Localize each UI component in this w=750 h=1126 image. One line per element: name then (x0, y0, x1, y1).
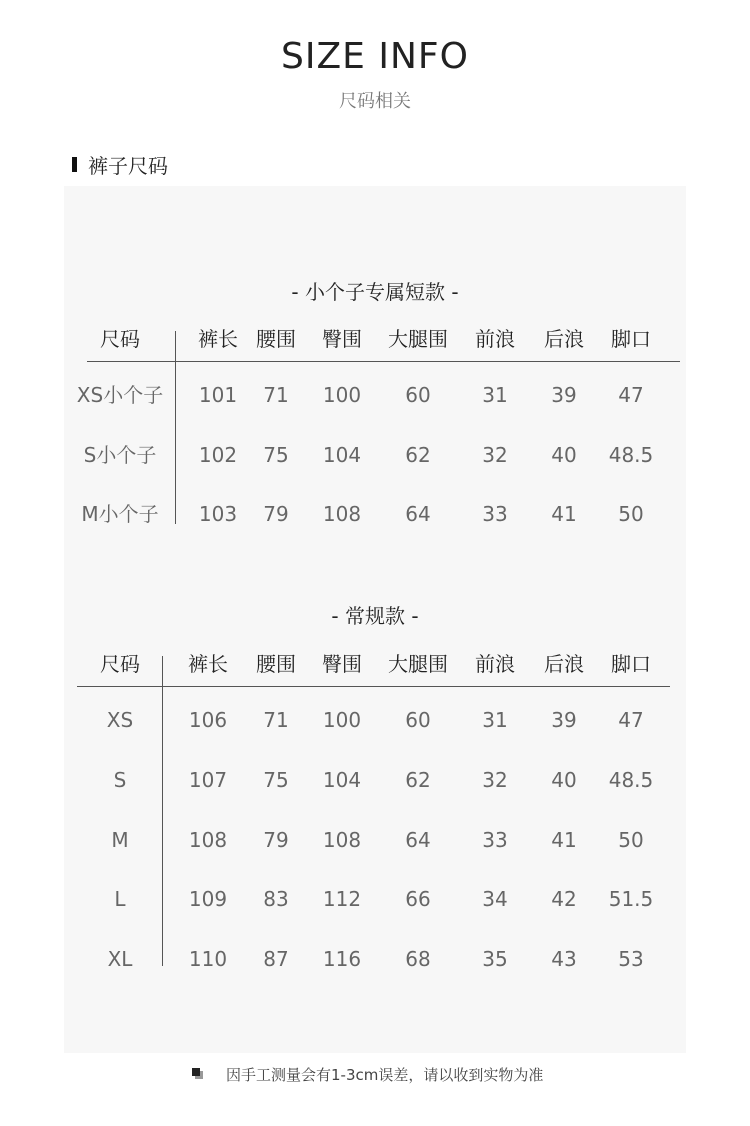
column-header: 尺码 (100, 327, 140, 351)
table-cell: 34 (482, 887, 508, 912)
column-header: 大腿围 (388, 327, 448, 351)
table-title: - 小个子专属短款 - (291, 280, 459, 304)
column-header: 前浪 (475, 327, 515, 351)
table-cell: 64 (405, 827, 431, 852)
table-cell: 39 (551, 383, 577, 407)
table-cell: 48.5 (608, 442, 654, 467)
column-header: 后浪 (544, 652, 584, 676)
table-cell: 32 (482, 767, 508, 792)
table-cell: 106 (188, 708, 228, 732)
note-squares-icon (192, 1068, 206, 1080)
size-label: XS (106, 708, 134, 732)
table-cell: 79 (263, 502, 289, 526)
table-cell: 42 (551, 887, 577, 912)
table-cell: 83 (263, 887, 289, 912)
table-cell: 104 (322, 442, 362, 467)
table-cell: 39 (551, 708, 577, 732)
table-cell: 71 (263, 383, 289, 407)
table-cell: 64 (405, 502, 431, 526)
size-label: S (113, 767, 127, 792)
column-header: 腰围 (256, 327, 296, 351)
table-cell: 101 (198, 383, 238, 407)
table-cell: 35 (482, 947, 508, 972)
table-cell: 41 (551, 827, 577, 852)
table-cell: 110 (188, 947, 228, 972)
table-cell: 47 (618, 708, 644, 732)
table-cell: 100 (322, 708, 362, 732)
column-header: 裤长 (198, 327, 238, 351)
table-cell: 79 (263, 827, 289, 852)
column-header: 臀围 (322, 327, 362, 351)
section-bar-marker (72, 157, 77, 172)
table-cell: 33 (482, 502, 508, 526)
table-cell: 31 (482, 708, 508, 732)
table-cell: 75 (263, 442, 289, 467)
table-cell: 48.5 (608, 767, 654, 792)
table-cell: 51.5 (608, 887, 654, 912)
column-header: 腰围 (256, 652, 296, 676)
size-label: M小个子 (81, 502, 159, 526)
table-cell: 50 (618, 827, 644, 852)
table-cell: 40 (551, 442, 577, 467)
table-cell: 108 (322, 827, 362, 852)
column-header: 裤长 (188, 652, 228, 676)
column-header: 大腿围 (388, 652, 448, 676)
size-label: L (114, 887, 126, 912)
table-cell: 60 (405, 708, 431, 732)
table-cell: 71 (263, 708, 289, 732)
size-column-divider (162, 656, 163, 966)
size-label: S小个子 (83, 442, 157, 467)
table-cell: 31 (482, 383, 508, 407)
table-cell: 66 (405, 887, 431, 912)
table-cell: 62 (405, 767, 431, 792)
table-cell: 50 (618, 502, 644, 526)
table-cell: 32 (482, 442, 508, 467)
table-cell: 116 (322, 947, 362, 972)
table-cell: 87 (263, 947, 289, 972)
table-cell: 108 (322, 502, 362, 526)
table-cell: 33 (482, 827, 508, 852)
table-cell: 47 (618, 383, 644, 407)
table-cell: 60 (405, 383, 431, 407)
table-cell: 102 (198, 442, 238, 467)
footer-text: 因手工测量会有1-3cm误差，请以收到实物为准 (226, 1065, 544, 1084)
table-cell: 75 (263, 767, 289, 792)
table-cell: 103 (198, 502, 238, 526)
table-cell: 40 (551, 767, 577, 792)
column-header: 脚口 (611, 652, 651, 676)
table-cell: 107 (188, 767, 228, 792)
column-header: 臀围 (322, 652, 362, 676)
table-cell: 41 (551, 502, 577, 526)
table-cell: 100 (322, 383, 362, 407)
table-cell: 109 (188, 887, 228, 912)
column-header: 脚口 (611, 327, 651, 351)
column-header: 前浪 (475, 652, 515, 676)
size-label: M (111, 827, 129, 852)
page-subtitle: 尺码相关 (339, 91, 411, 112)
section-heading (72, 151, 168, 177)
size-column-divider (175, 331, 176, 524)
table-cell: 68 (405, 947, 431, 972)
table-cell: 53 (618, 947, 644, 972)
table-cell: 62 (405, 442, 431, 467)
size-label: XL (107, 947, 133, 972)
table-title: - 常规款 - (331, 604, 419, 628)
table-cell: 104 (322, 767, 362, 792)
column-header: 后浪 (544, 327, 584, 351)
footer-note (192, 1063, 543, 1085)
section-label: 裤子尺码 (88, 153, 168, 178)
table-cell: 108 (188, 827, 228, 852)
column-header: 尺码 (100, 652, 140, 676)
header-divider (77, 686, 670, 687)
size-label: XS小个子 (76, 383, 164, 407)
table-cell: 43 (551, 947, 577, 972)
table-cell: 112 (322, 887, 362, 912)
page-title: SIZE INFO (281, 36, 469, 77)
